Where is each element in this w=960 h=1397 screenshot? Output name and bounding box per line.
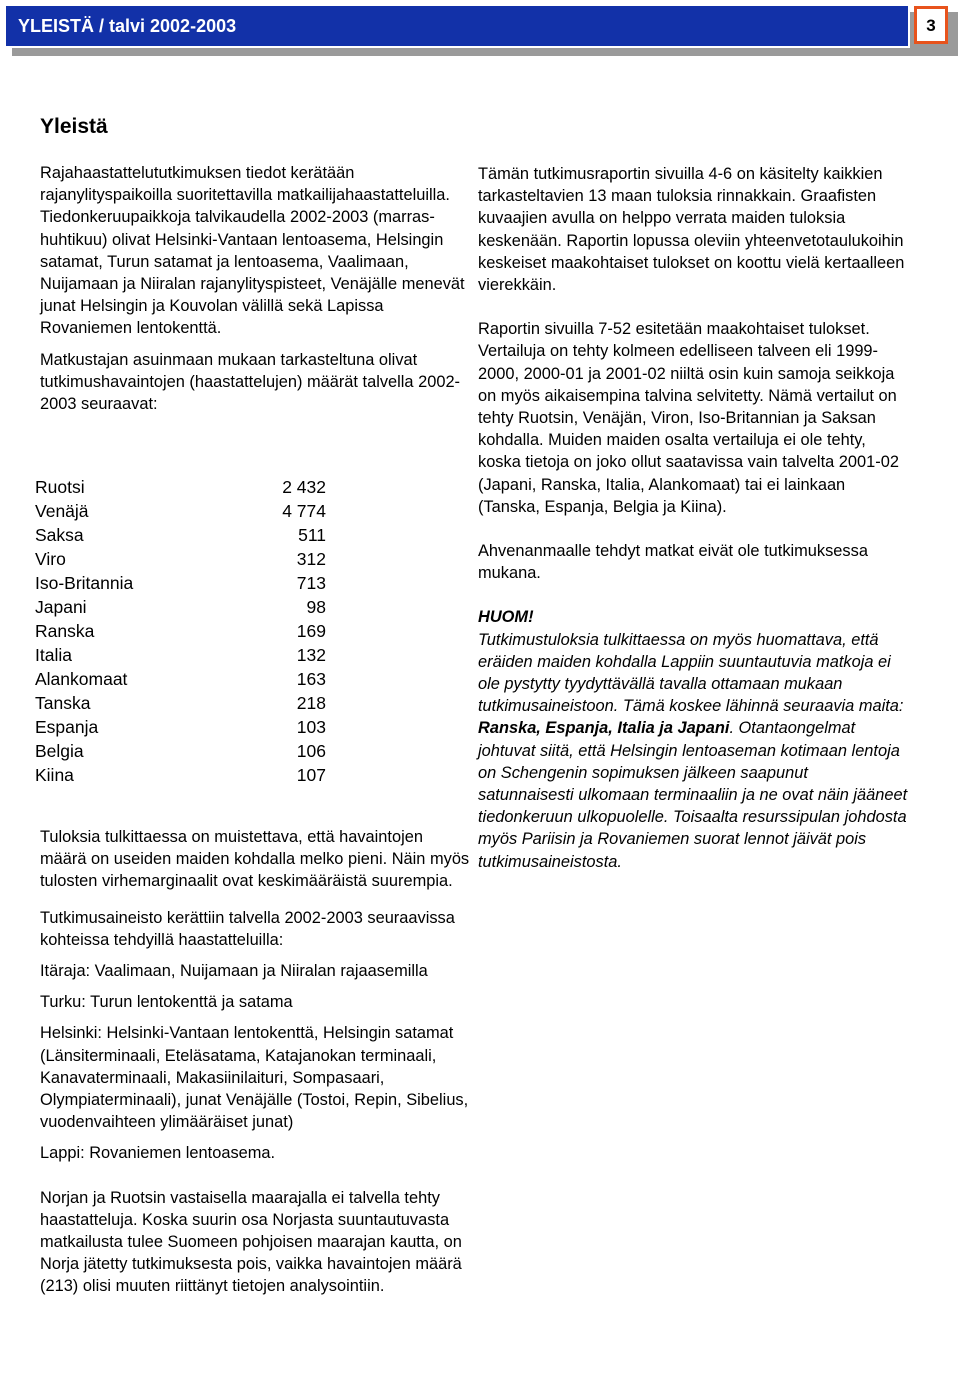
observation-count: 511: [298, 525, 326, 545]
paragraph-ahvenanmaa: Ahvenanmaalle tehdyt matkat eivät ole tutkimuksessa mukana.: [478, 542, 868, 583]
country-name: Ranska: [35, 621, 95, 641]
right-column: [478, 163, 908, 873]
country-name: Ruotsi: [35, 477, 85, 497]
observation-count: 98: [306, 597, 326, 617]
huom-note-part-b: . Otantaongelmat johtuvat siitä, että Helsingin lentoaseman kotimaan lentoja on Schengenin sopimuksen jälkeen saapunut satunnaisesti ulkomaan terminaaliin ja ne ovat näin jääneet tiedonkeruun ulkopuolelle. Toisaalta resurssipulan johdosta myös Pariisin ja Rovaniemen suorat lennot jäivät pois tutkimusaineistosta.: [478, 719, 908, 871]
observation-count: 2 432: [282, 477, 326, 497]
section-title: Yleistä: [40, 115, 108, 138]
observation-count: 103: [296, 717, 326, 737]
paragraph-caution: Tuloksia tulkittaessa on muistettava, että havaintojen määrä on useiden maiden kohdalla melko pieni. Näin myös tulosten virhemarginaalit ovat keskimääräistä suurempia.: [40, 828, 470, 891]
country-name: Viro: [35, 549, 66, 569]
paragraph-country-results: Raportin sivuilla 7-52 esitetään maakohtaiset tulokset. Vertailuja on tehty kolmeen edelliseen talveen eli 1999-2000, 2000-01 ja 2001-02 niiltä osin kuin samoja seikkoja on myös aikaisempina talvina selvitetty. Nämä vertailut on tehty Ruotsin, Venäjän, Viron, Iso-Britannian ja Saksan kohdalla. Muiden maiden osalta vertailuja ei ole tehty, koska tietoja on joko ollut saatavissa vain talvelta 2001-02 (Japani, Ranska, Italia, Alankomaat) tai ei lainkaan (Tanska, Espanja, Belgia ja Kiina).: [478, 320, 899, 516]
observation-count: 163: [296, 669, 326, 689]
country-name: Alankomaat: [35, 669, 128, 689]
country-name: Espanja: [35, 717, 99, 737]
observation-count: 4 774: [282, 501, 326, 521]
observation-count: 218: [296, 693, 326, 713]
country-name: Saksa: [35, 525, 84, 545]
site-lappi: Lappi: Rovaniemen lentoasema.: [40, 1144, 276, 1163]
paragraph-norway: Norjan ja Ruotsin vastaisella maarajalla ei talvella tehty haastatteluja. Koska suurin osa Norjasta suuntautuvasta matkailusta tulee Suomeen pohjoisen maarajan kautta, on Norja jätetty tutkimuksesta pois, vaikka havaintojen määrä (213) olisi muuten riittänyt tietojen analysointiin.: [40, 1188, 462, 1296]
country-name: Belgia: [35, 741, 84, 761]
header-title: YLEISTÄ / talvi 2002-2003: [18, 16, 237, 36]
observation-count: 312: [296, 549, 326, 569]
country-name: Kiina: [35, 765, 74, 785]
observation-count: 107: [296, 765, 326, 785]
country-name: Tanska: [35, 693, 91, 713]
huom-note-part-a: Tutkimustuloksia tulkittaessa on myös huomattava, että eräiden maiden kohdalla Lappiin suuntautuvia matkoja ei ole pystytty tyydyttävällä tavalla ottamaan mukaan tutkimusaineistoon. Tämä koskee lähinnä seuraavia maita:: [478, 630, 904, 716]
left-intro: [40, 162, 470, 415]
paragraph-observations-intro: Matkustajan asuinmaan mukaan tarkasteltuna olivat tutkimushavaintojen (haastattelujen) määrät talvella 2002-2003 seuraavat:: [40, 350, 461, 414]
page-header: [4, 4, 910, 48]
huom-note: [478, 629, 908, 873]
page-number: 3: [926, 16, 936, 35]
observation-count: 713: [296, 573, 326, 593]
observation-count: 132: [296, 645, 326, 665]
huom-note-countries: Ranska, Espanja, Italia ja Japani: [478, 719, 730, 738]
observation-count: 106: [296, 741, 326, 761]
site-helsinki: Helsinki: Helsinki-Vantaan lentokenttä, Helsingin satamat (Länsiterminaali, Eteläsatama, Katajanokan terminaali, Kanavaterminaali, Makasiinilaituri, Sompasaari, Olympiaterminaali), junat Venäjälle (Tostoi, Repin, Sibelius, vuodenvaihteen ylimääräiset junat): [40, 1024, 469, 1132]
country-name: Iso-Britannia: [35, 573, 134, 593]
paragraph-report-pages: Tämän tutkimusraportin sivuilla 4-6 on käsitelty kaikkien tarkasteltavien 13 maan tuloksia rinnakkain. Graafisten kuvaajien avulla on helppo verrata maiden tuloksia keskenään. Raportin lopussa oleviin yhteenvetotaulukoihin keskeiset maakohtaiset tulokset on koottu vielä kertaalleen vierekkäin.: [478, 165, 905, 295]
site-itaraja: Itäraja: Vaalimaan, Nuijamaan ja Niiralan rajaasemilla: [40, 962, 428, 981]
country-name: Japani: [35, 597, 87, 617]
observation-count: 169: [296, 621, 326, 641]
site-turku: Turku: Turun lentokenttä ja satama: [40, 993, 293, 1012]
page-number-box: [914, 6, 948, 44]
country-name: Italia: [35, 645, 72, 665]
paragraph-collection-points: Rajahaastattelututkimuksen tiedot kerätään rajanylityspaikoilla suoritettavilla matkailijahaastatteluilla. Tiedonkeruupaikkoja talvikaudella 2002-2003 (marras-huhtikuu) olivat Helsinki-Vantaan lentoasema, Helsingin satamat, Turun satamat ja lentoasema, Vaalimaan, Nuijamaan ja Niiralan rajanylityspisteet, Venäjälle menevät junat Helsingin ja Kouvolan välillä sekä Lapissa Rovaniemen lentokenttä.: [40, 164, 465, 338]
country-name: Venäjä: [35, 501, 89, 521]
huom-label: HUOM!: [478, 608, 534, 627]
left-notes: [40, 826, 470, 1298]
paragraph-collection-sites-intro: Tutkimusaineisto kerättiin talvella 2002-2003 seuraavissa kohteissa tehdyillä haastatteluilla:: [40, 908, 455, 949]
